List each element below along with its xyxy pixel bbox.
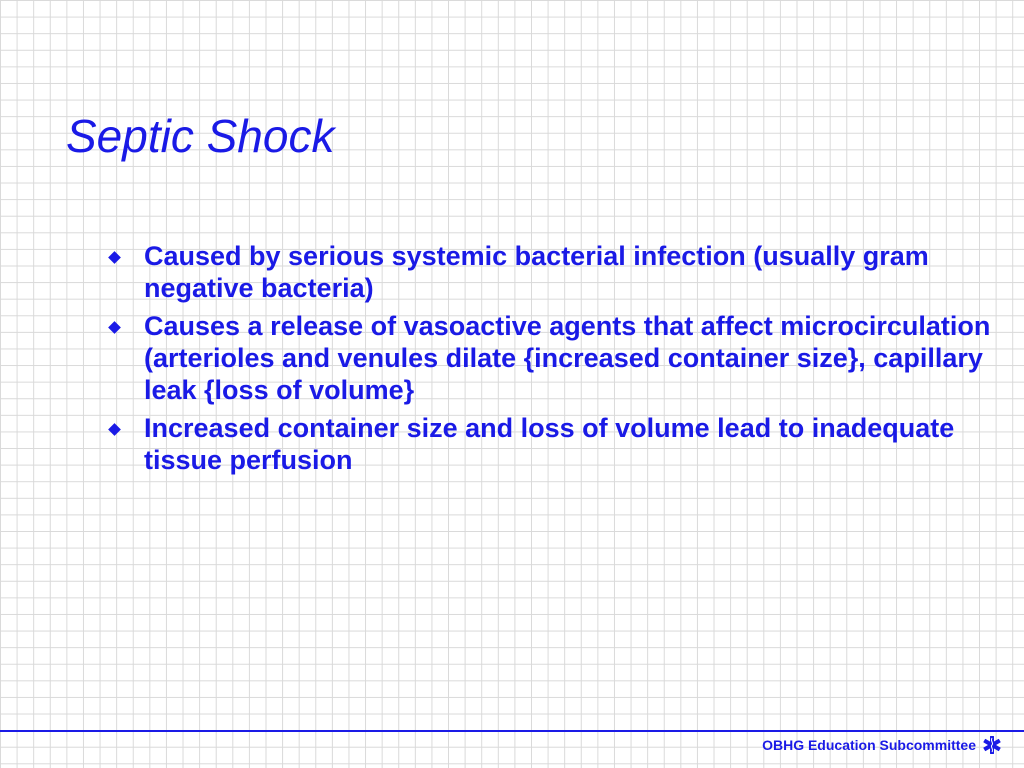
bullet-item <box>104 240 1004 304</box>
bullet-text: Caused by serious systemic bacterial infection (usually gram negative bacteria) <box>144 241 929 303</box>
star-of-life-icon <box>982 735 1002 755</box>
footer <box>762 735 1002 755</box>
slide-title: Septic Shock <box>66 110 335 162</box>
diamond-bullet-icon <box>108 423 121 436</box>
bullet-text: Increased container size and loss of volume lead to inadequate tissue perfusion <box>144 413 955 475</box>
footer-divider <box>0 730 1024 732</box>
diamond-bullet-icon <box>108 251 121 264</box>
diamond-bullet-icon <box>108 321 121 334</box>
bullet-list <box>104 240 1004 482</box>
bullet-item <box>104 310 1004 406</box>
bullet-text: Causes a release of vasoactive agents that affect microcirculation (arterioles and venules dilate {increased container size}, capillary leak {loss of volume} <box>144 311 991 405</box>
bullet-item <box>104 412 1004 476</box>
footer-text: OBHG Education Subcommittee <box>762 737 976 753</box>
